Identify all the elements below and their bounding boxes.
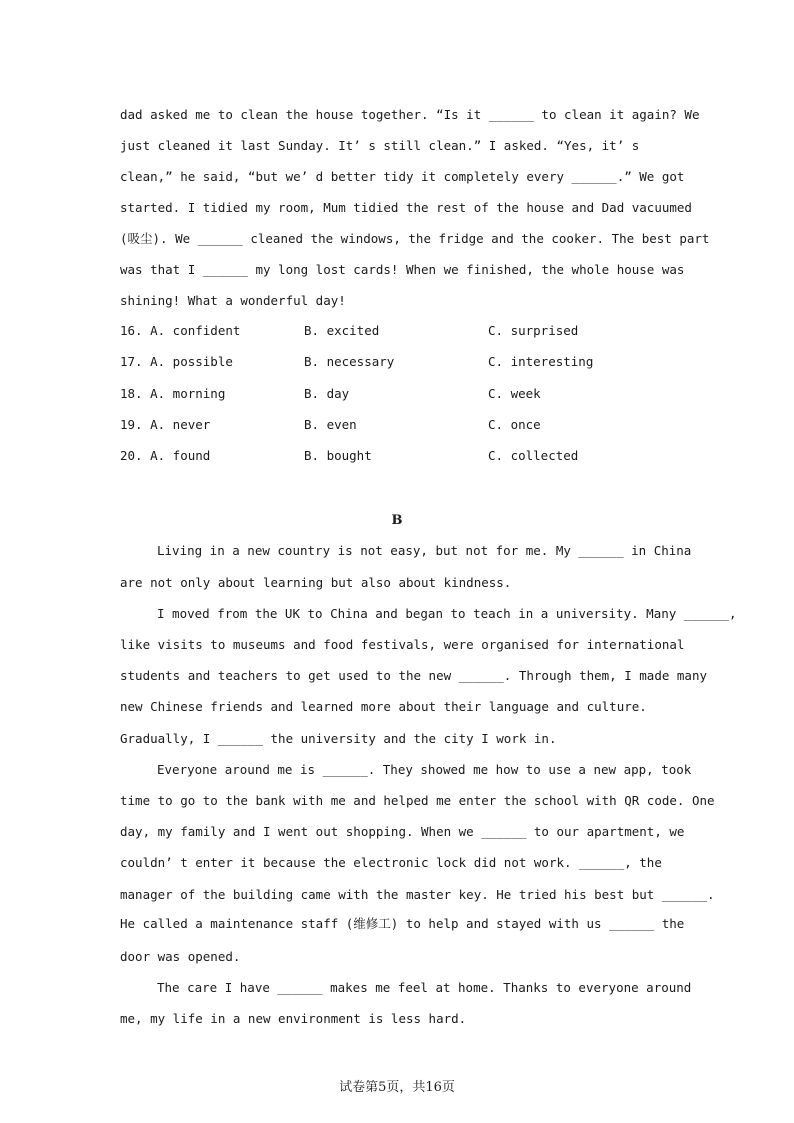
passage-b-line: me, my life in a new environment is less hard. (120, 1011, 467, 1026)
option-a: 17. A. possible (120, 354, 233, 369)
passage-b-line: Everyone around me is ______. They showed me how to use a new app, took (157, 762, 692, 777)
passage-a-line: started. I tidied my room, Mum tidied the rest of the house and Dad vacuumed (120, 200, 692, 215)
question-options-17 (120, 354, 680, 370)
passage-a-line: shining! What a wonderful day! (120, 293, 346, 308)
option-b: B. day (304, 386, 350, 401)
passage-b-line: are not only about learning but also about kindness. (120, 575, 512, 590)
option-b: B. necessary (304, 354, 395, 369)
passage-b-line: I moved from the UK to China and began to teach in a university. Many ______, (157, 606, 737, 621)
section-title: B (391, 513, 403, 528)
passage-b-line: time to go to the bank with me and helped me enter the school with QR code. One (120, 793, 715, 808)
option-a: 18. A. morning (120, 386, 226, 401)
passage-a-line: clean,” he said, “but we’ d better tidy it completely every ______.” We got (120, 169, 685, 184)
option-a: 19. A. never (120, 417, 211, 432)
passage-b-line: day, my family and I went out shopping. When we ______ to our apartment, we (120, 824, 685, 839)
passage-b-line: manager of the building came with the master key. He tried his best but ______. (120, 887, 715, 902)
option-c: C. surprised (488, 323, 579, 338)
option-a: 20. A. found (120, 448, 211, 463)
passage-b-line: Living in a new country is not easy, but not for me. My ______ in China (157, 543, 692, 558)
question-options-19 (120, 417, 680, 433)
question-options-20 (120, 448, 680, 464)
passage-a-line: just cleaned it last Sunday. It’ s still clean.” I asked. “Yes, it’ s (120, 138, 640, 153)
question-options-16 (120, 323, 680, 339)
passage-b-line: He called a maintenance staff (维修工) to help and stayed with us ______ the (120, 916, 685, 931)
option-c: C. collected (488, 448, 579, 463)
passage-a-line: was that I ______ my long lost cards! When we finished, the whole house was (120, 262, 685, 277)
passage-b-line: like visits to museums and food festivals, were organised for international (120, 637, 685, 652)
page-footer: 试卷第5页，共16页 (339, 1080, 455, 1095)
option-c: C. once (488, 417, 541, 432)
passage-b-line: The care I have ______ makes me feel at home. Thanks to everyone around (157, 980, 692, 995)
passage-b-line: Gradually, I ______ the university and the city I work in. (120, 731, 557, 746)
option-a: 16. A. confident (120, 323, 241, 338)
option-b: B. excited (304, 323, 380, 338)
passage-b-line: door was opened. (120, 949, 241, 964)
passage-b-line: couldn’ t enter it because the electronic lock did not work. ______, the (120, 855, 662, 870)
passage-b-line: new Chinese friends and learned more about their language and culture. (120, 699, 647, 714)
option-b: B. bought (304, 448, 372, 463)
passage-b-line: students and teachers to get used to the new ______. Through them, I made many (120, 668, 707, 683)
option-c: C. week (488, 386, 541, 401)
passage-a-line: dad asked me to clean the house together. “Is it ______ to clean it again? We (120, 107, 700, 122)
option-b: B. even (304, 417, 357, 432)
question-options-18 (120, 386, 680, 402)
option-c: C. interesting (488, 354, 594, 369)
passage-a-line: (吸尘). We ______ cleaned the windows, the fridge and the cooker. The best part (120, 231, 710, 246)
